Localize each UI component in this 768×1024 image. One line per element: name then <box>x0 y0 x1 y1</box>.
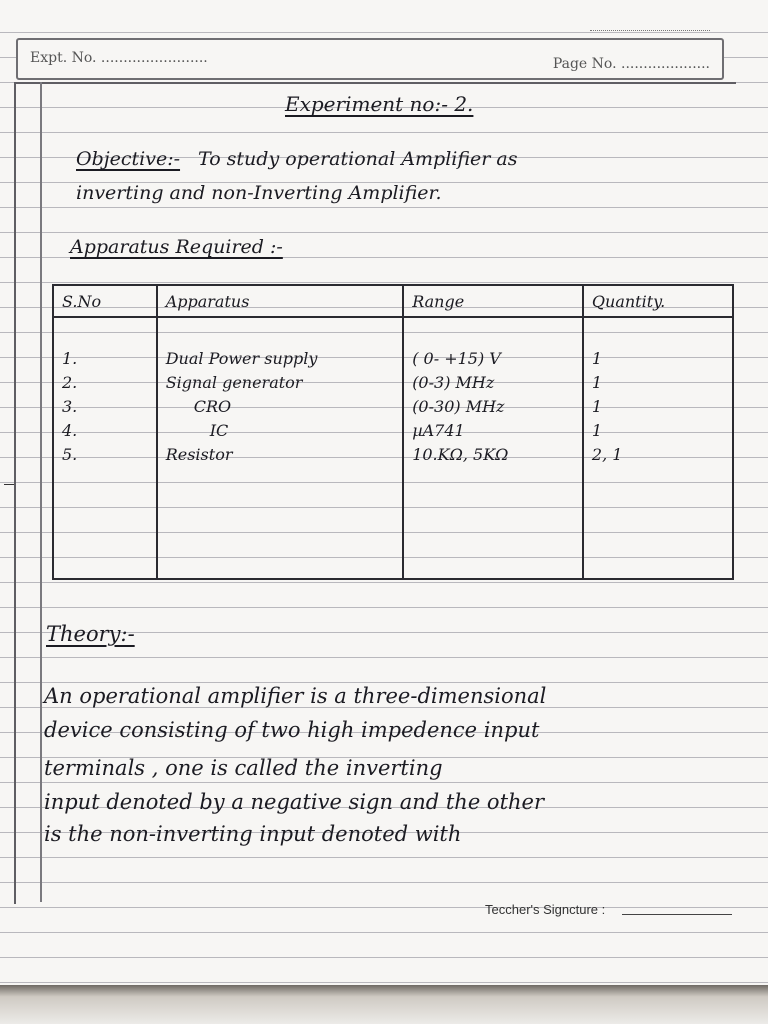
page-no-label: Page No. .................... <box>552 56 710 72</box>
theory-line-3: terminals , one is called the inverting <box>44 756 443 780</box>
table-header-row <box>53 285 733 317</box>
top-dotted-line <box>590 30 710 31</box>
table-row <box>53 418 733 442</box>
objective-line-2: inverting and non-Inverting Amplifier. <box>76 182 442 204</box>
cell-range: ( 0- +15) V <box>403 346 583 370</box>
table-spacer-row <box>53 317 733 346</box>
cell-quantity: 1 <box>583 418 733 442</box>
page-header-box <box>16 38 724 80</box>
table-row <box>53 394 733 418</box>
expt-no-label: Expt. No. ........................ <box>30 50 208 66</box>
cell-apparatus: IC <box>157 418 403 442</box>
signature-line <box>622 914 732 915</box>
cell-range: (0-30) MHz <box>403 394 583 418</box>
page-bottom-edge <box>0 985 768 1024</box>
column-header-sno: S.No <box>53 285 157 317</box>
objective-label: Objective:- <box>76 148 181 170</box>
apparatus-table <box>52 284 734 580</box>
cell-sno: 1. <box>53 346 157 370</box>
objective-line-1: To study operational Amplifier as <box>198 148 518 170</box>
cell-quantity: 1 <box>583 346 733 370</box>
cell-apparatus: Dual Power supply <box>157 346 403 370</box>
teacher-signature-label: Teccher's Signcture : <box>485 902 606 917</box>
cell-sno: 3. <box>53 394 157 418</box>
table-row <box>53 442 733 466</box>
cell-quantity: 1 <box>583 394 733 418</box>
apparatus-heading: Apparatus Required :- <box>70 236 283 258</box>
cell-sno: 4. <box>53 418 157 442</box>
cell-quantity: 2, 1 <box>583 442 733 466</box>
cell-range: µA741 <box>403 418 583 442</box>
theory-heading: Theory:- <box>46 622 135 646</box>
cell-apparatus: Signal generator <box>157 370 403 394</box>
table-row <box>53 346 733 370</box>
cell-sno: 5. <box>53 442 157 466</box>
page-margin-line <box>40 82 42 902</box>
cell-apparatus: CRO <box>157 394 403 418</box>
column-header-apparatus: Apparatus <box>157 285 403 317</box>
table-row <box>53 370 733 394</box>
margin-tick-mark <box>4 484 14 485</box>
column-header-range: Range <box>403 285 583 317</box>
cell-apparatus: Resistor <box>157 442 403 466</box>
theory-line-2: device consisting of two high impedence input <box>44 718 540 742</box>
cell-range: (0-3) MHz <box>403 370 583 394</box>
column-header-quantity: Quantity. <box>583 285 733 317</box>
theory-line-5: is the non-inverting input denoted with <box>44 822 462 846</box>
table-filler-row <box>53 466 733 579</box>
theory-line-1: An operational amplifier is a three-dimensional <box>44 684 547 708</box>
experiment-title: Experiment no:- 2. <box>285 92 474 116</box>
cell-range: 10.KΩ, 5KΩ <box>403 442 583 466</box>
theory-line-4: input denoted by a negative sign and the other <box>44 790 545 814</box>
cell-quantity: 1 <box>583 370 733 394</box>
cell-sno: 2. <box>53 370 157 394</box>
